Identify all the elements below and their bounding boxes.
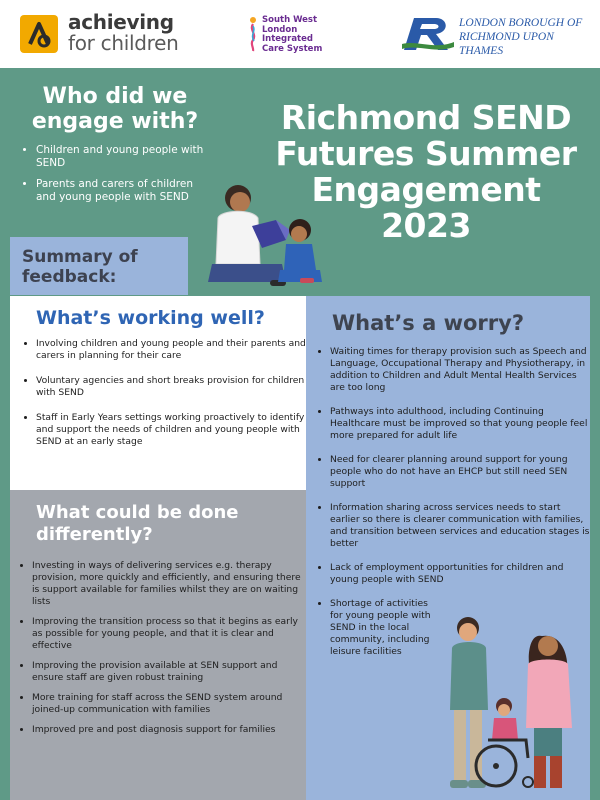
summary-title: Summary of feedback: <box>22 247 138 287</box>
family-illustration-icon <box>430 612 592 796</box>
richmond-line1: LONDON BOROUGH OF <box>459 17 583 29</box>
sw-line1: South West <box>262 15 318 25</box>
list-item: • Improving the provision available at SEN support and ensure staff are given robust training <box>32 660 310 684</box>
afc-line1: achieving <box>68 10 174 34</box>
done-differently-list <box>20 560 310 744</box>
reading-illustration-icon <box>190 178 340 298</box>
richmond-wordmark <box>459 16 600 58</box>
sw-ics-wordmark <box>262 16 322 54</box>
list-item: • Waiting times for therapy provision such as Speech and Language, Occupational Therapy and Physiotherapy, in addition to Children and Adult Mental Health Services are too long <box>330 346 592 394</box>
list-item: • Need for clearer planning around support for young people who do not have an EHCP but still need SEN support <box>330 454 592 490</box>
worry-title: What’s a worry? <box>332 311 525 335</box>
south-west-london-ics-logo-icon <box>248 16 258 52</box>
list-item: • Pathways into adulthood, including Continuing Healthcare must be improved so that young people feel more prepared for adult life <box>330 406 592 442</box>
richmond-line2: RICHMOND UPON THAMES <box>459 31 554 57</box>
list-item: • Children and young people with SEND <box>36 144 206 170</box>
list-item: • More training for staff across the SEND system around joined-up communication with families <box>32 692 310 716</box>
working-well-list <box>22 338 308 461</box>
working-well-title: What’s working well? <box>36 307 265 329</box>
sw-line4: Care System <box>262 43 323 54</box>
richmond-r-logo-icon <box>400 14 456 54</box>
afc-line2: for children <box>68 31 179 55</box>
done-differently-title: What could be done differently? <box>36 502 239 545</box>
list-item: • Information sharing across services needs to start earlier so there is clearer communication with families, and transition between services and education stages is better <box>330 502 592 550</box>
page-title: Richmond SEND Futures Summer Engagement 2023 <box>275 98 577 245</box>
list-item: • Staff in Early Years settings working proactively to identify and support the needs of children and young people with SEND at an early stage <box>36 412 308 448</box>
sw-line2: London <box>262 24 298 35</box>
who-title: Who did we engage with? <box>31 84 199 134</box>
list-item: • Parents and carers of children and young people with SEND <box>36 178 206 204</box>
sw-line3: Integrated <box>262 34 313 44</box>
list-item: • Lack of employment opportunities for children and young people with SEND <box>330 562 592 586</box>
list-item: • Improved pre and post diagnosis support for families <box>32 724 310 736</box>
achieving-for-children-logo-icon <box>20 15 58 53</box>
list-item: • Shortage of activities for young people with SEND in the local community, including leisure facilities <box>330 598 442 658</box>
list-item: • Involving children and young people and their parents and carers in planning for their care <box>36 338 308 362</box>
list-item: • Improving the transition process so that it begins as early as possible for young people, and that it is clear and effective <box>32 616 310 652</box>
list-item: • Voluntary agencies and short breaks provision for children with SEND <box>36 375 308 399</box>
who-list <box>22 144 206 212</box>
list-item: • Investing in ways of delivering services e.g. therapy provision, more quickly and efficiently, and ensuring there is support available for families whilst they are on waiting lists <box>32 560 310 608</box>
afc-wordmark <box>68 12 179 54</box>
